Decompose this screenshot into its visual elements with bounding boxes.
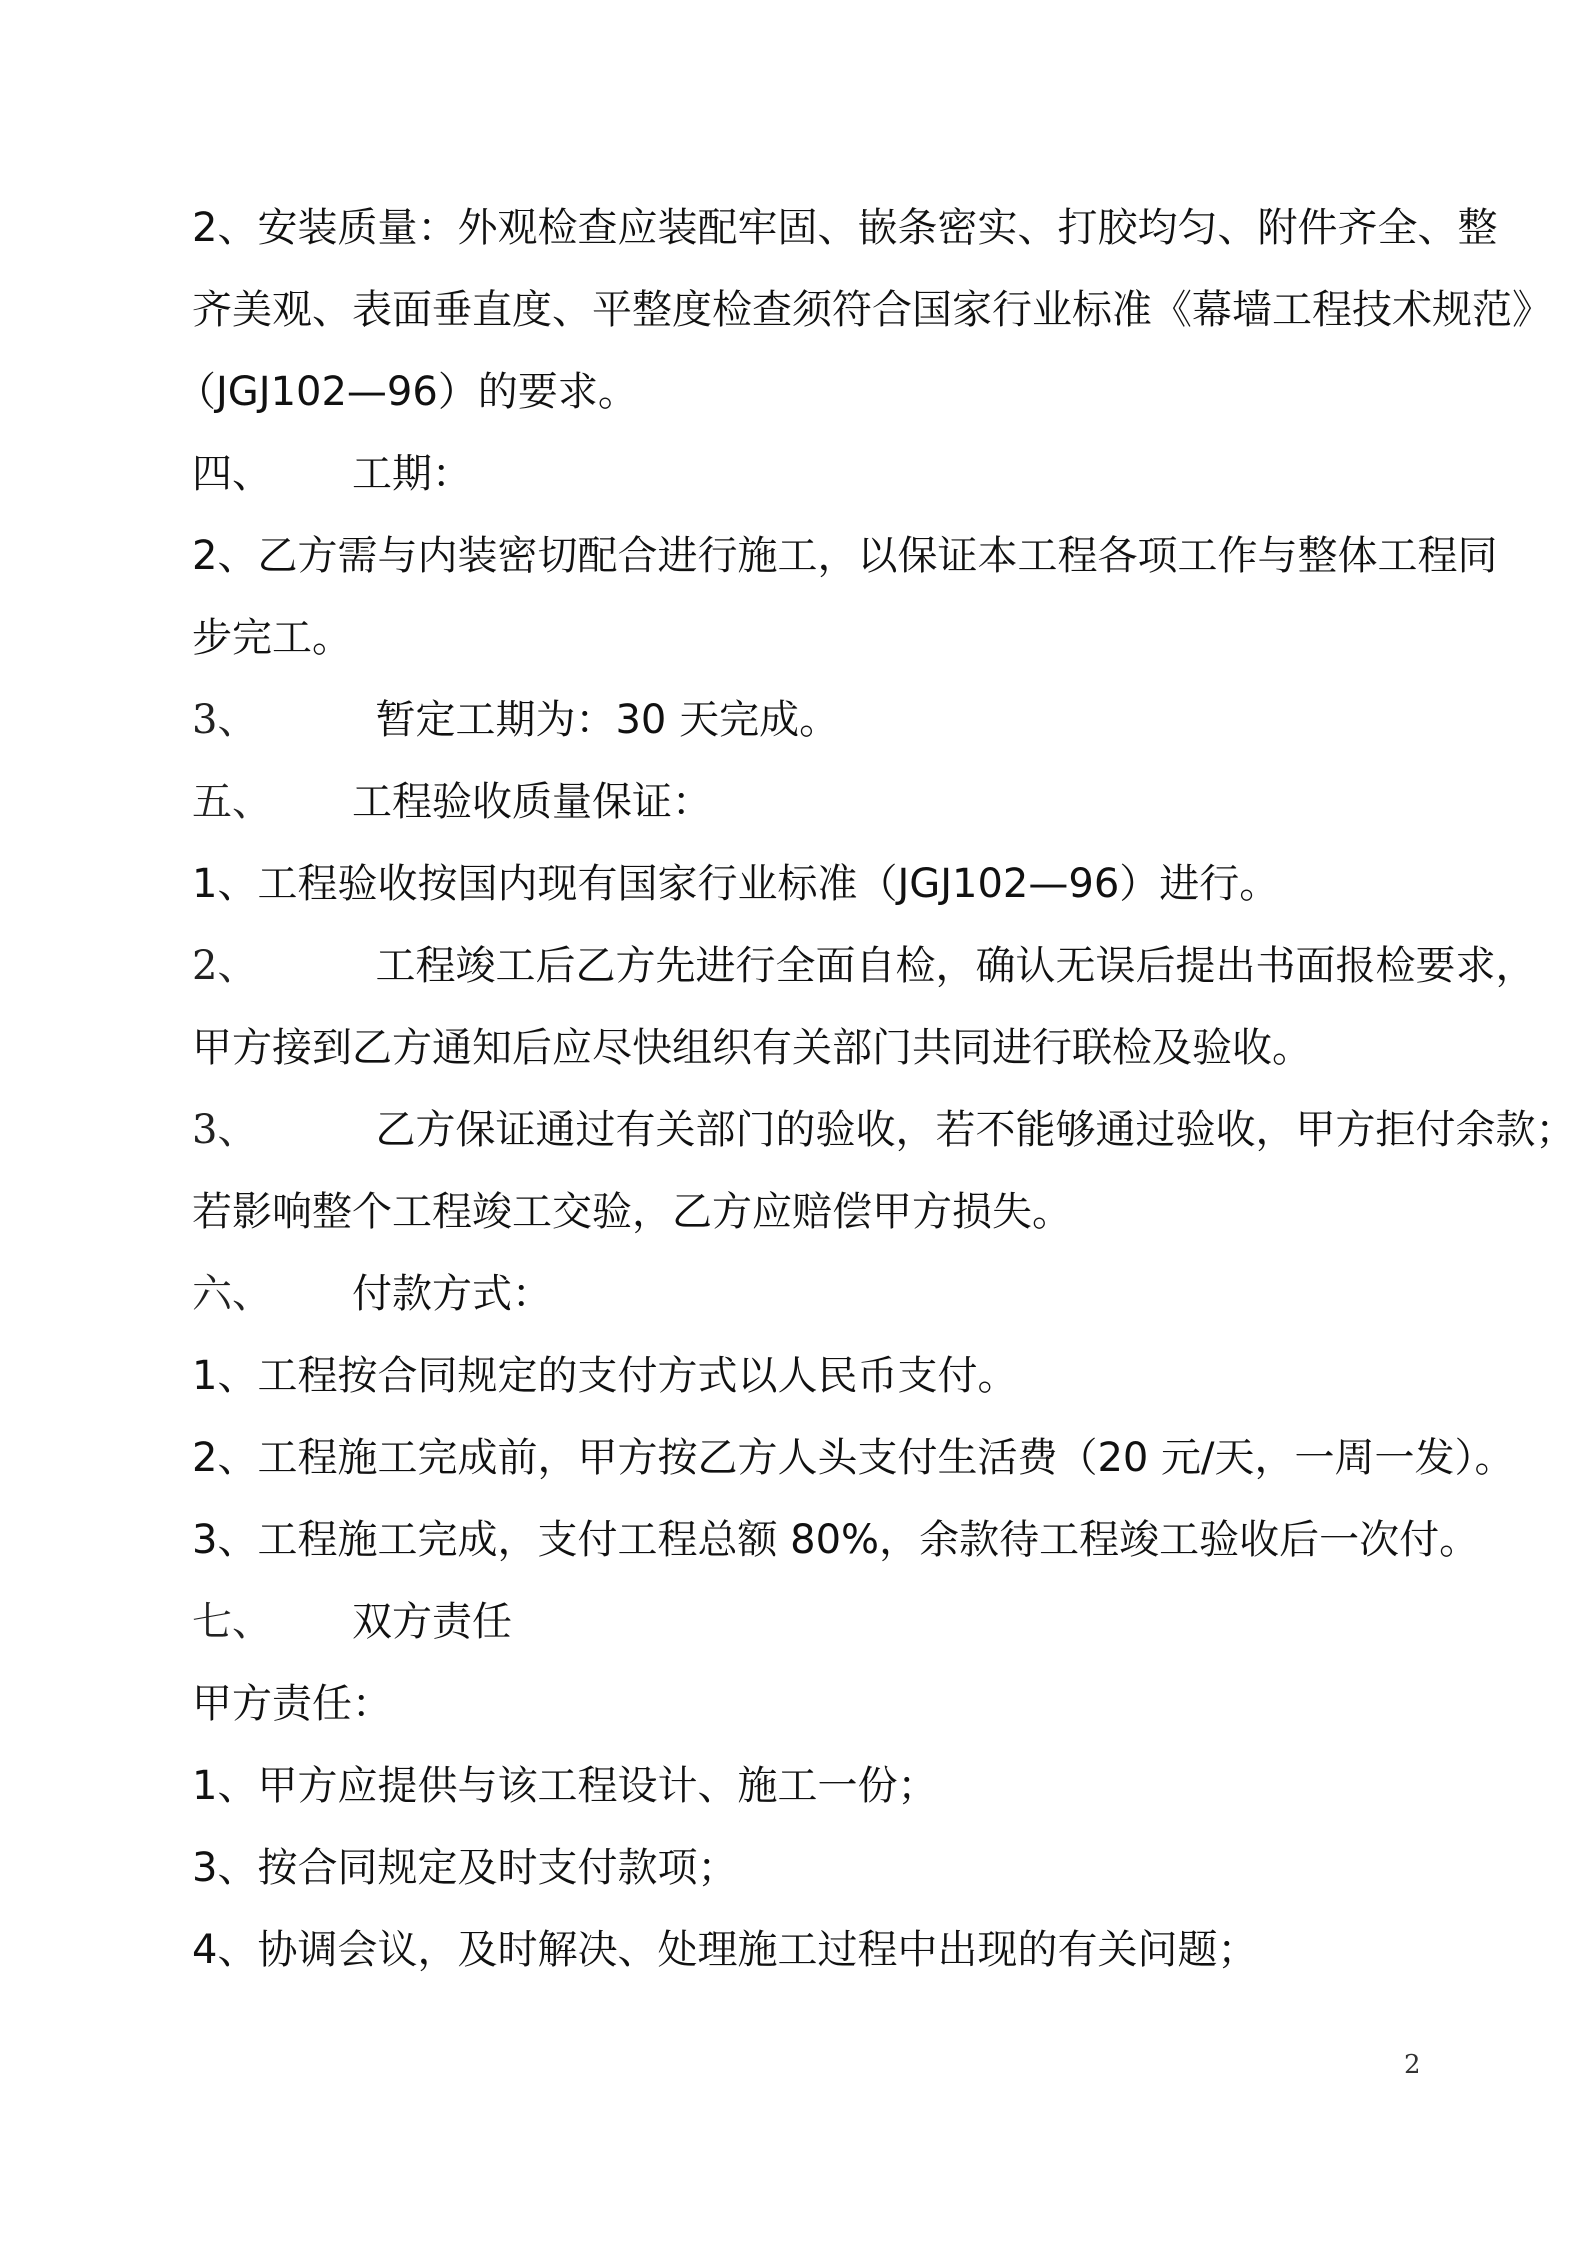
line-text: 3、工程施工完成，支付工程总额 80%，余款待工程竣工验收后一次付。 bbox=[192, 1517, 1480, 1563]
line-text: 1、工程按合同规定的支付方式以人民币支付。 bbox=[192, 1353, 1018, 1399]
paragraph-line bbox=[192, 1024, 1312, 1072]
line-text: 3、按合同规定及时支付款项； bbox=[192, 1845, 738, 1891]
item-number: 2、 bbox=[192, 943, 258, 989]
page-number: 2 bbox=[1404, 2050, 1421, 2080]
line-text: 1、工程验收按国内现有国家行业标准（JGJ102—96）进行。 bbox=[192, 861, 1280, 907]
section-title: 工期： bbox=[352, 451, 472, 497]
paragraph-line bbox=[192, 532, 1497, 580]
section-title: 工程验收质量保证： bbox=[352, 779, 712, 825]
line-text: 2、工程施工完成前，甲方按乙方人头支付生活费（20 元/天，一周一发）。 bbox=[192, 1435, 1515, 1481]
paragraph-line bbox=[192, 1516, 1479, 1564]
section-number: 七、 bbox=[192, 1599, 272, 1645]
line-text: 2、乙方需与内装密切配合进行施工，以保证本工程各项工作与整体工程同 bbox=[192, 533, 1498, 579]
paragraph-line bbox=[192, 614, 352, 662]
numbered-item bbox=[192, 696, 839, 744]
section-title: 付款方式： bbox=[352, 1271, 552, 1317]
line-text: 4、协调会议，及时解决、处理施工过程中出现的有关问题； bbox=[192, 1927, 1258, 1973]
section-number: 五、 bbox=[192, 779, 272, 825]
line-text: 步完工。 bbox=[192, 615, 352, 661]
section-number: 六、 bbox=[192, 1271, 272, 1317]
item-number: 3、 bbox=[192, 1107, 258, 1153]
item-number: 3、 bbox=[192, 697, 258, 743]
line-text: 齐美观、表面垂直度、平整度检查须符合国家行业标准《幕墙工程技术规范》 bbox=[192, 287, 1552, 333]
section-number: 四、 bbox=[192, 451, 272, 497]
section-heading bbox=[192, 778, 712, 826]
section-heading bbox=[192, 1270, 552, 1318]
paragraph-line bbox=[176, 368, 638, 416]
paragraph-line bbox=[192, 286, 1552, 334]
line-text: （JGJ102—96）的要求。 bbox=[176, 369, 638, 415]
numbered-item bbox=[192, 942, 1535, 990]
paragraph-line bbox=[192, 1352, 1017, 1400]
line-text: 1、甲方应提供与该工程设计、施工一份； bbox=[192, 1763, 938, 1809]
numbered-item bbox=[192, 1106, 1575, 1154]
paragraph-line bbox=[192, 1188, 1072, 1236]
line-text: 甲方接到乙方通知后应尽快组织有关部门共同进行联检及验收。 bbox=[192, 1025, 1312, 1071]
paragraph-line bbox=[192, 1844, 737, 1892]
line-text: 若影响整个工程竣工交验，乙方应赔偿甲方损失。 bbox=[192, 1189, 1072, 1235]
item-text: 暂定工期为：30 天完成。 bbox=[375, 697, 840, 743]
item-text: 工程竣工后乙方先进行全面自检，确认无误后提出书面报检要求， bbox=[375, 943, 1536, 989]
paragraph-line bbox=[192, 1434, 1515, 1482]
section-heading bbox=[192, 450, 472, 498]
section-title: 双方责任 bbox=[352, 1599, 512, 1645]
line-text: 甲方责任： bbox=[192, 1681, 392, 1727]
paragraph-line bbox=[192, 1762, 937, 1810]
paragraph-line bbox=[192, 1926, 1257, 1974]
section-heading bbox=[192, 1598, 512, 1646]
paragraph-line bbox=[192, 204, 1497, 252]
line-text: 2、安装质量：外观检查应装配牢固、嵌条密实、打胶均匀、附件齐全、整 bbox=[192, 205, 1498, 251]
paragraph-line bbox=[192, 860, 1279, 908]
item-text: 乙方保证通过有关部门的验收，若不能够通过验收，甲方拒付余款； bbox=[375, 1107, 1576, 1153]
paragraph-line bbox=[192, 1680, 392, 1728]
